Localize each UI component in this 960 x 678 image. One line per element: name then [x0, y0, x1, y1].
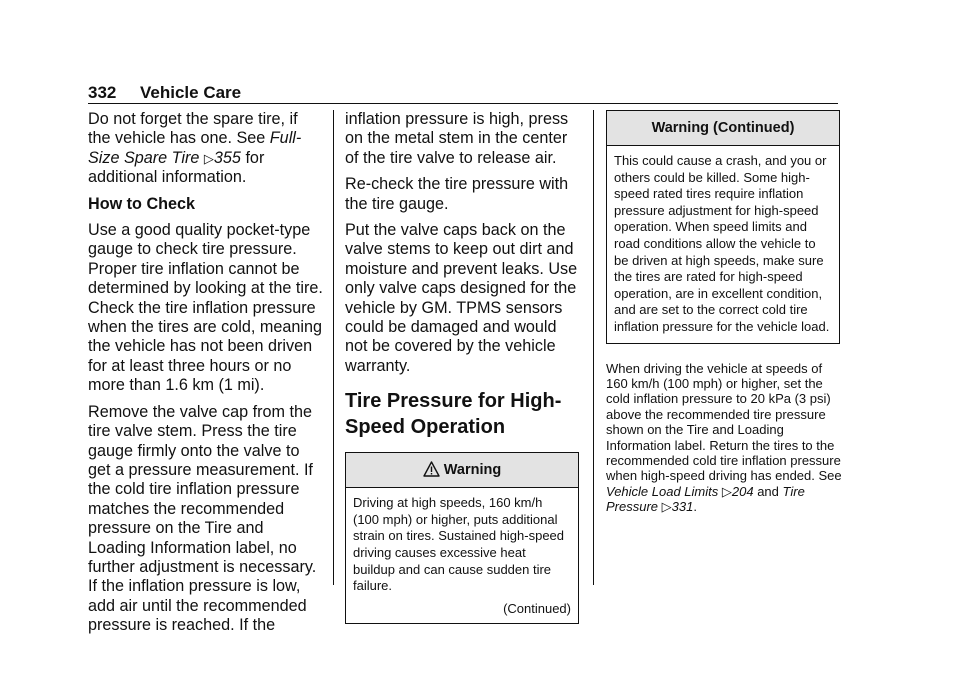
warning-continued-text: This could cause a crash, and you or others could be killed. Some high-speed rated tires require inflation pressure adjustment for high-speed operation. When speed limits and road conditions allow the vehicle to be driven at high speeds, make sure the tires are rated for high-speed operation, are in excellent condition, and are set to the correct cold tire inflation pressure for the vehicle load. [614, 153, 830, 334]
tire-pressure-link[interactable]: Tire Pressure [606, 483, 805, 515]
warning-continued-header: Warning (Continued) [607, 111, 839, 146]
warning-continued-box [606, 110, 840, 344]
column-divider [593, 110, 594, 585]
warning-box [345, 452, 579, 624]
warning-triangle-icon [423, 456, 440, 490]
vehicle-load-limits-page-link[interactable]: 204 [731, 483, 754, 499]
page-ref-icon: ▷ [721, 483, 732, 499]
text: When driving the vehicle at speeds of 160 km/h (100 mph) or higher, set the cold inflation pressure to 20 kPa (3 psi) above the recommended tire pressure shown on the Tire and Loading Information label. Return the tires to the recommended cold tire inflation pressure when high-speed driving has ended. [606, 360, 841, 484]
subheading-how-to-check: How to Check [88, 194, 196, 213]
vehicle-load-limits-link[interactable]: Vehicle Load Limits [606, 483, 719, 499]
page-header [88, 83, 838, 103]
warning-box-body [346, 488, 578, 623]
recheck-paragraph: Re-check the tire pressure with the tire gauge. [345, 175, 569, 213]
spare-tire-link[interactable]: Full-Size Spare Tire [88, 129, 302, 167]
continued-label: (Continued) [503, 600, 571, 616]
spare-tire-paragraph [88, 110, 324, 188]
page-number: 332 [88, 83, 117, 102]
column-divider [333, 110, 334, 585]
text: for additional information. [88, 148, 265, 187]
page-ref-icon: ▷ [661, 499, 672, 515]
column-1 [88, 110, 324, 643]
warning-continued-body [607, 146, 839, 343]
text: . [693, 499, 697, 515]
text: Do not forget the spare tire, if the vehicle has one. See [88, 110, 298, 148]
column-2 [345, 110, 581, 624]
page-ref-icon: ▷ [203, 150, 214, 166]
section-title: Vehicle Care [140, 83, 242, 102]
header-rule [88, 103, 838, 104]
spacer [606, 344, 842, 361]
valve-caps-paragraph: Put the valve caps back on the valve stems to keep out dirt and moisture and prevent leaks. Use only valve caps designed for the vehicle by GM. TPMS sensors could be damaged and would not be covered by the vehicle warranty. [345, 221, 578, 375]
warning-box-header [346, 453, 578, 488]
spare-tire-page-link[interactable]: 355 [213, 148, 241, 167]
warning-title: Warning [443, 462, 502, 479]
text: and [757, 483, 779, 499]
high-speed-paragraph [606, 361, 842, 515]
column-3 [606, 110, 842, 515]
text: See [818, 468, 842, 484]
how-to-check-paragraph: Use a good quality pocket-type gauge to check tire pressure. Proper tire inflation cannot be determined by looking at the tire. Check the tire inflation pressure when the tires are cold, meaning the vehicle has not been driven for at least three hours or no more than 1.6 km (1 mi). [88, 221, 323, 395]
valve-cap-paragraph: Remove the valve cap from the tire valve stem. Press the tire gauge firmly onto the valve to get a pressure measurement. If the cold tire inflation pressure matches the recommended pressure on the Tire and Loading Information label, no further adjustment is necessary. If the inflation pressure is low, add air until the recommended pressure is reached. If the [88, 402, 317, 635]
tire-pressure-page-link[interactable]: 331 [671, 499, 694, 515]
release-air-paragraph: inflation pressure is high, press on the metal stem in the center of the tire valve to release air. [345, 110, 569, 167]
warning-text: Driving at high speeds, 160 km/h (100 mph) or higher, puts additional strain on tires. Sustained high-speed driving causes excessive heat buildup and can cause sudden tire failure. [353, 495, 565, 594]
section-heading-high-speed: Tire Pressure for High-Speed Operation [345, 390, 562, 439]
